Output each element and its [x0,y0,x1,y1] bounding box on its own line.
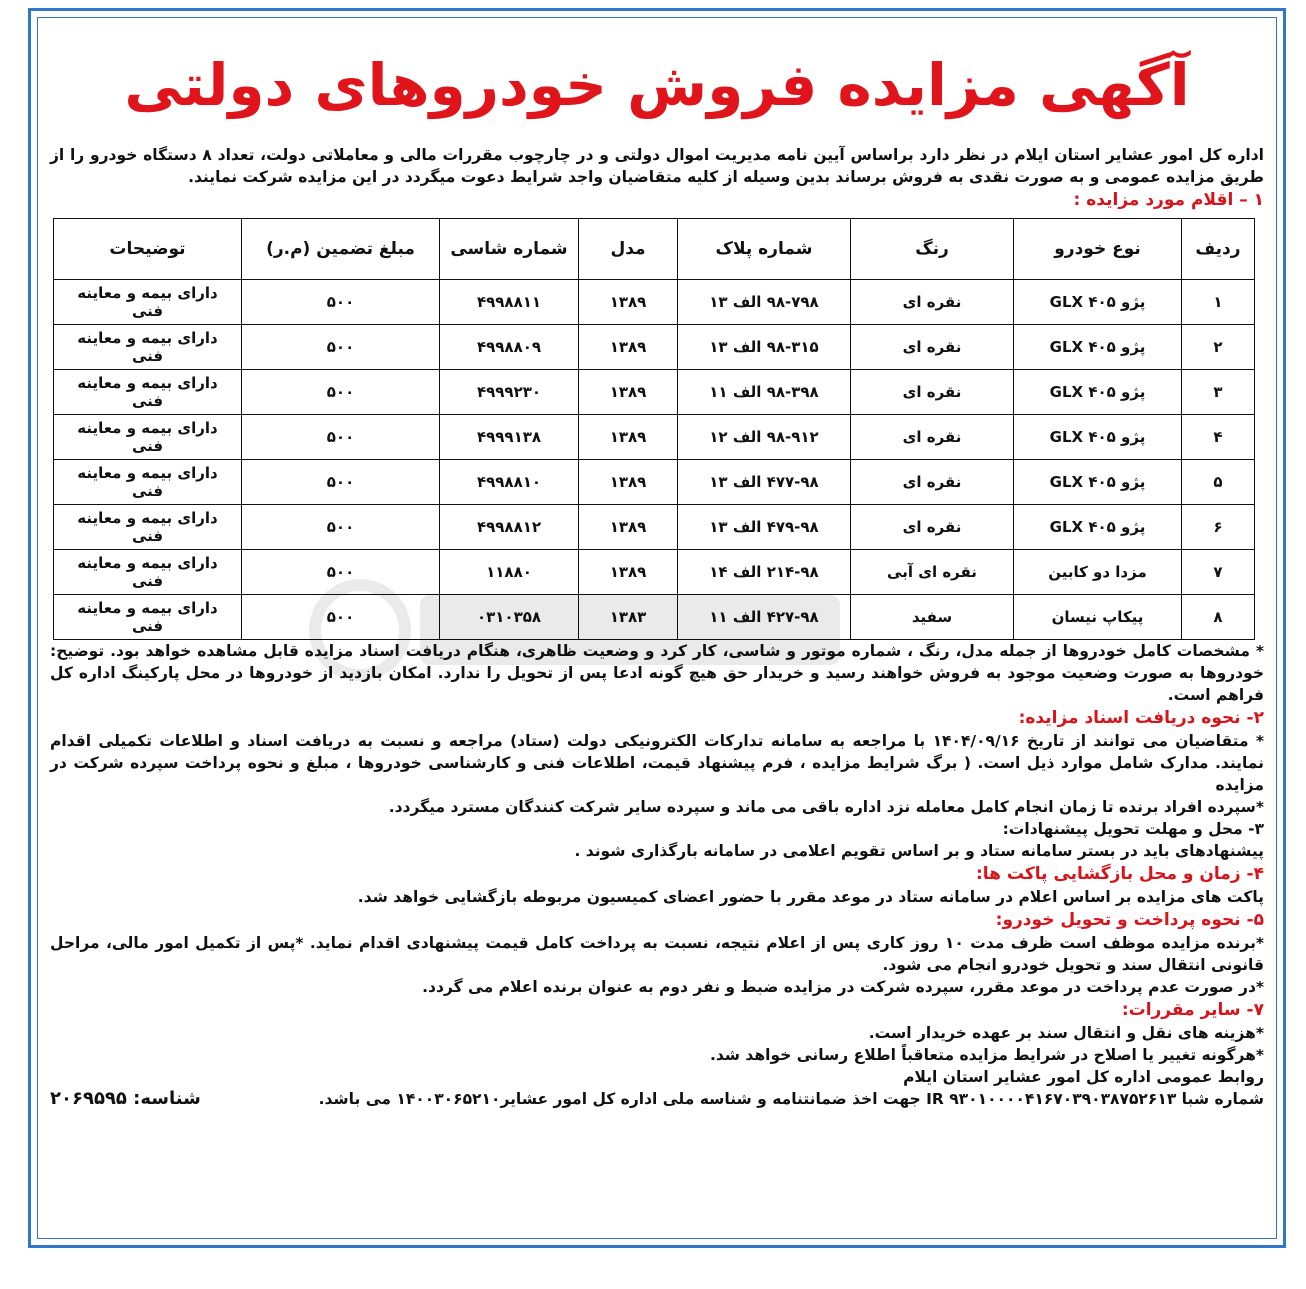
cell-plate: ۴۲۷-۹۸ الف ۱۱ [678,595,851,640]
cell-guarantee: ۵۰۰ [242,325,440,370]
cell-color: نقره ای [851,415,1014,460]
cell-plate: ۴۷۷-۹۸ الف ۱۳ [678,460,851,505]
section2-paragraph-1: * متقاضیان می توانند از تاریخ ۱۴۰۴/۰۹/۱۶ با مراجعه به سامانه تدارکات الکترونیکی دولت (ستاد) مراجعه و نسبت به دریافت اسناد و اطلاعات تکمیلی اقدام نمایند. مدارک شامل موارد ذیل است. ( برگ شرایط مزایده ، فرم پیشنهاد قیمت، اطلاعات فنی و کارشناسی خودروها ، مبلغ و نحوه پرداخت سپرده شرکت در مزایده [50,732,1264,794]
cell-description: دارای بیمه و معاینه فنی [54,505,242,550]
header-chassis: شماره شاسی [440,219,579,280]
header-vehicle-type: نوع خودرو [1014,219,1182,280]
section5-paragraph-2: *در صورت عدم پرداخت در موعد مقرر، سپرده شرکت در مزایده ضبط و نفر دوم به عنوان برنده اعلام می گردد. [422,978,1264,996]
header-guarantee: مبلغ تضمین (م.ر) [242,219,440,280]
cell-description: دارای بیمه و معاینه فنی [54,370,242,415]
cell-model: ۱۳۸۹ [579,505,678,550]
cell-radif: ۴ [1182,415,1255,460]
table-row [54,505,1255,550]
cell-description: دارای بیمه و معاینه فنی [54,460,242,505]
cell-plate: ۹۸-۳۱۵ الف ۱۳ [678,325,851,370]
cell-vehicle-type: پژو ۴۰۵ GLX [1014,505,1182,550]
header-radif: ردیف [1182,219,1255,280]
section4-heading: ۴- زمان و محل بازگشایی پاکت ها: [975,864,1264,884]
section7-paragraph-1: *هزینه های نقل و انتقال سند بر عهده خریدار است. [868,1024,1264,1042]
cell-chassis: ۴۹۹۹۱۳۸ [440,415,579,460]
cell-guarantee: ۵۰۰ [242,460,440,505]
cell-model: ۱۳۸۹ [579,370,678,415]
cell-vehicle-type: پژو ۴۰۵ GLX [1014,280,1182,325]
section5-heading: ۵- نحوه پرداخت و تحویل خودرو: [995,910,1264,930]
notice-id: شناسه: ۲۰۶۹۵۹۵ [50,1088,201,1109]
cell-plate: ۹۸-۷۹۸ الف ۱۳ [678,280,851,325]
cell-guarantee: ۵۰۰ [242,415,440,460]
section2-heading: ۲- نحوه دریافت اسناد مزایده: [1018,708,1264,728]
cell-vehicle-type: پیکاپ نیسان [1014,595,1182,640]
table-header-row [54,219,1255,280]
header-description: توضیحات [54,219,242,280]
cell-model: ۱۳۸۹ [579,460,678,505]
section3-paragraph: پیشنهادهای باید در بستر سامانه ستاد و بر اساس تقویم اعلامی در سامانه بارگذاری شوند . [574,842,1264,860]
cell-model: ۱۳۸۹ [579,550,678,595]
items-table [53,218,1255,640]
header-model: مدل [579,219,678,280]
cell-model: ۱۳۸۳ [579,595,678,640]
cell-guarantee: ۵۰۰ [242,595,440,640]
footer-row [50,1088,1264,1110]
table-row [54,280,1255,325]
cell-plate: ۹۸-۳۹۸ الف ۱۱ [678,370,851,415]
cell-color: نقره ای [851,460,1014,505]
section5-paragraph-1: *برنده مزایده موظف است ظرف مدت ۱۰ روز کاری پس از اعلام نتیجه، نسبت به پرداخت کامل قیمت پیشنهادی اقدام نماید. *پس از تکمیل امور مالی، مراحل قانونی انتقال سند و تحویل خودرو انجام می شود. [50,934,1264,974]
cell-radif: ۷ [1182,550,1255,595]
cell-color: سفید [851,595,1014,640]
page-frame [28,8,1286,1248]
cell-description: دارای بیمه و معاینه فنی [54,280,242,325]
page-frame-inner [37,17,1277,1239]
section7-paragraph-2: *هرگونه تغییر یا اصلاح در شرایط مزایده متعاقباً اطلاع رسانی خواهد شد. [709,1046,1264,1064]
section1-note: * مشخصات کامل خودروها از جمله مدل، رنگ ، شماره موتور و شاسی، کار کرد و وضعیت ظاهری، هنگام دریافت اسناد مزایده قابل مشاهده خواهد بود. توضیح: خودروها به صورت وضعیت موجود به فروش خواهند رسید و خریدار حق هیچ گونه ادعا پس از تحویل را ندارد. امکان بازدید از خودروها در محل پارکینگ اداره کل فراهم است. [50,642,1264,704]
cell-plate: ۹۸-۹۱۲ الف ۱۲ [678,415,851,460]
cell-vehicle-type: مزدا دو کابین [1014,550,1182,595]
cell-chassis: ۴۹۹۸۸۱۱ [440,280,579,325]
cell-chassis: ۴۹۹۸۸۱۰ [440,460,579,505]
cell-guarantee: ۵۰۰ [242,280,440,325]
cell-guarantee: ۵۰۰ [242,370,440,415]
section7-heading: ۷- سایر مقررات: [1121,1000,1264,1020]
cell-vehicle-type: پژو ۴۰۵ GLX [1014,460,1182,505]
cell-color: نقره ای [851,505,1014,550]
table-row [54,325,1255,370]
cell-radif: ۲ [1182,325,1255,370]
cell-description: دارای بیمه و معاینه فنی [54,325,242,370]
cell-color: نقره ای [851,280,1014,325]
cell-chassis: ۱۱۸۸۰ [440,550,579,595]
table-row [54,550,1255,595]
cell-radif: ۶ [1182,505,1255,550]
cell-vehicle-type: پژو ۴۰۵ GLX [1014,325,1182,370]
section4-paragraph: پاکت های مزایده بر اساس اعلام در سامانه ستاد در موعد مقرر با حضور اعضای کمیسیون مربوطه بازگشایی خواهد شد. [357,888,1264,906]
cell-model: ۱۳۸۹ [579,280,678,325]
cell-plate: ۲۱۴-۹۸ الف ۱۴ [678,550,851,595]
cell-chassis: ۴۹۹۸۸۱۲ [440,505,579,550]
cell-radif: ۸ [1182,595,1255,640]
cell-description: دارای بیمه و معاینه فنی [54,550,242,595]
cell-chassis: ۰۳۱۰۳۵۸ [440,595,579,640]
public-relations-signature: روابط عمومی اداره کل امور عشایر استان ایلام [903,1068,1264,1086]
cell-chassis: ۴۹۹۹۲۳۰ [440,370,579,415]
cell-radif: ۱ [1182,280,1255,325]
cell-radif: ۵ [1182,460,1255,505]
cell-plate: ۴۷۹-۹۸ الف ۱۳ [678,505,851,550]
table-row [54,370,1255,415]
cell-color: نقره ای [851,370,1014,415]
section2-paragraph-2: *سپرده افراد برنده تا زمان انجام کامل معامله نزد اداره باقی می ماند و سپرده سایر شرکت کنندگان مسترد میگردد. [388,798,1264,816]
intro-paragraph: اداره کل امور عشایر استان ایلام در نظر دارد براساس آیین نامه مدیریت اموال دولتی و در چارچوب مقررات مالی و معاملاتی دولت، تعداد ۸ دستگاه خودرو را از طریق مزایده عمومی و به صورت نقدی به فروش برساند بدین وسیله از کلیه متقاضیان واجد شرایط دعوت میگردد در این مزایده شرکت نمایند. [50,146,1264,186]
cell-guarantee: ۵۰۰ [242,550,440,595]
notice-content [38,18,1276,1238]
cell-model: ۱۳۸۹ [579,415,678,460]
cell-guarantee: ۵۰۰ [242,505,440,550]
header-plate: شماره پلاک [678,219,851,280]
cell-color: نقره ای [851,325,1014,370]
section3-title: ۳- محل و مهلت تحویل پیشنهادات: [1002,820,1264,838]
cell-color: نقره ای آبی [851,550,1014,595]
table-row [54,415,1255,460]
table-row [54,460,1255,505]
cell-radif: ۳ [1182,370,1255,415]
cell-description: دارای بیمه و معاینه فنی [54,415,242,460]
cell-chassis: ۴۹۹۸۸۰۹ [440,325,579,370]
section1-heading: ۱ – اقلام مورد مزایده : [1073,190,1264,210]
cell-description: دارای بیمه و معاینه فنی [54,595,242,640]
header-color: رنگ [851,219,1014,280]
cell-vehicle-type: پژو ۴۰۵ GLX [1014,370,1182,415]
cell-vehicle-type: پژو ۴۰۵ GLX [1014,415,1182,460]
iban-paragraph: شماره شبا IR ۹۳۰۱۰۰۰۰۴۱۶۷۰۳۹۰۳۸۷۵۲۶۱۳ جهت اخذ ضمانتنامه و شناسه ملی اداره کل امور عشایر۱۴۰۰۳۰۶۵۲۱۰ می باشد. [318,1090,1264,1108]
notice-title: آگهی مزایده فروش خودروهای دولتی [124,51,1190,119]
cell-model: ۱۳۸۹ [579,325,678,370]
table-row [54,595,1255,640]
